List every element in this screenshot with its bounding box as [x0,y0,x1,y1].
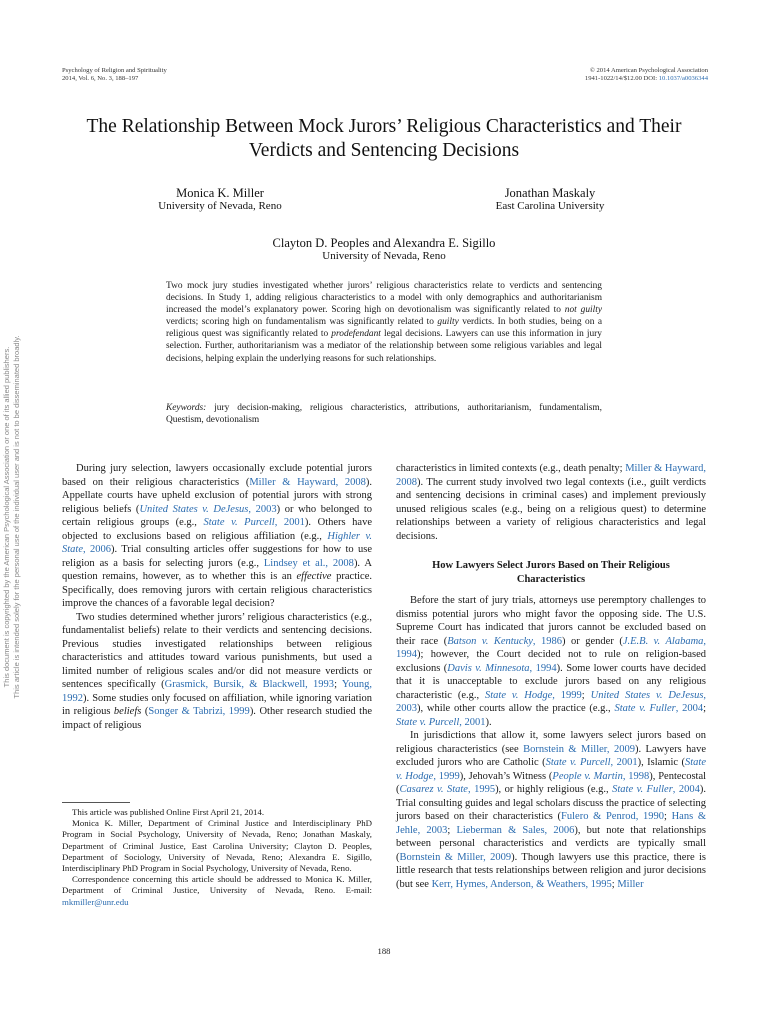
abstract-text: verdicts; scoring high on fundamentalism was significantly related to [166,317,438,328]
side-notice-line: This document is copyrighted by the American Psychological Association or one of its allied publishers. [2,346,11,688]
paragraph [396,594,706,729]
case-citation-link[interactable]: Batson v. Kentucky [447,635,533,647]
body-left-column [62,462,372,732]
body-text: ). [485,716,492,728]
case-citation-link[interactable]: State v. Purcell [545,757,611,768]
author-block-3 [184,236,584,262]
paragraph [62,611,372,733]
body-text: ), while other courts allow the practice (e.g., [417,703,615,714]
citation-link[interactable]: Kerr, Hymes, Anderson, & Weathers, 1995 [431,878,612,890]
body-text: ). Some lower courts have decided that it is unacceptable to exclude jurors based on any religious characteristic (e.g., [396,662,707,701]
body-text: ), or highly religious (e.g., [495,784,613,795]
body-text: ; [703,703,707,714]
citation-year-link[interactable]: 1999 [438,770,460,782]
body-text: ). Some studies only focused on affiliation, while ignoring variation in religious [62,692,372,717]
citation-year-link[interactable]: 2004 [682,703,704,714]
case-citation-link[interactable]: State v. Purcell [203,517,275,528]
citation-year-link[interactable]: 2003 [396,703,417,714]
citation-link[interactable]: Fulero & Penrod, 1990 [561,811,664,822]
footnote-correspondence [62,874,372,908]
body-text: ( [141,706,149,717]
case-citation-link[interactable]: State v. Hodge [396,757,706,782]
case-citation-link[interactable]: People v. Martin [552,770,623,782]
citation-year-link[interactable]: 1998 [628,770,650,782]
footnote-text: Correspondence concerning this article should be addressed to Monica K. Miller, Department of Criminal Justice, University of Nevada, Reno. E-mail: [62,874,372,896]
body-text: During jury selection, lawyers occasionally exclude potential jurors based on their religious characteristics ( [62,463,372,488]
citation-link[interactable]: Miller & Hayward, 2008 [396,463,706,488]
body-text: ; [447,824,457,836]
body-text: ). Others have objected to exclusions based on religious affiliation (e.g., [62,517,373,542]
citation-year-link[interactable]: 1986 [541,635,563,647]
doi-link[interactable]: 10.1037/a0036344 [658,75,708,82]
author-affiliation: University of Nevada, Reno [158,200,282,212]
citation-link[interactable]: Grasmick, Bursik, & Blackwell, 1993 [164,679,335,690]
abstract [166,280,602,365]
volume-line: 2014, Vol. 6, No. 3, 188–197 [62,75,139,82]
citation-year-link[interactable]: 2003 [255,503,277,515]
citation-sep: , [433,770,439,782]
author-name: Clayton D. Peoples and Alexandra E. Sigillo [272,236,496,250]
body-text: practice. Specifically, does removing jurors with certain religious characteristics improve the chances of a favorable legal decision? [62,571,372,609]
citation-year-link[interactable]: 2001 [616,757,638,768]
case-citation-link[interactable]: United States v. DeJesus [590,689,704,701]
body-text: ). Appellate courts have upheld exclusion of potential jurors with strong religious beliefs ( [62,476,373,515]
citation-link[interactable]: Young, 1992 [62,679,373,704]
article-title: The Relationship Between Mock Jurors’ Religious Characteristics and Their Verdicts and Sentencing Decisions [86,116,682,161]
abstract-emphasis: prodefendant [331,329,381,340]
side-notice-line: This article is intended solely for the personal use of the individual user and is not to be disseminated broadly. [12,335,21,699]
body-right-column [396,462,706,891]
body-text: ). Trial consulting guides and legal scholars discuss the practice of selecting jurors based on their characteristics ( [396,784,707,822]
case-citation-link[interactable]: Davis v. Minnesota [447,662,530,674]
citation-year-link[interactable]: 1999 [560,689,582,701]
case-citation-link[interactable]: Casarez v. State [399,784,468,795]
section-heading: How Lawyers Select Jurors Based on Their Religious Characteristics [432,560,670,585]
page-number: 188 [377,946,391,956]
abstract-text: verdicts. In both studies, being on a religious quest was significantly related to [166,317,602,340]
citation-link[interactable]: Bornstein & Miller, 2009 [399,851,512,863]
body-text: ). Other research studied the impact of religious [62,706,372,731]
body-text: ), but note that relationships between personal characteristics and verdicts are typically small ( [396,824,706,863]
case-citation-link[interactable]: J.E.B. v. Alabama [622,635,704,647]
footnote-published: This article was published Online First April 21, 2014. [72,807,265,817]
abstract-text: Two mock jury studies investigated whether jurors’ religious characteristics relate to verdicts and sentencing decisions. In Study 1, adding religious characteristics to a model with only demographics and authoritarianism increased the model’s explanatory power. Scoring high on devotionalism was significantly related to [166,281,602,316]
citation-year-link[interactable]: 2006 [90,544,111,555]
citation-link[interactable]: Hans & Jehle, 2003 [396,811,707,836]
body-text: ; [664,811,672,822]
body-text: ); however, the Court decided not to rule on religion-based exclusions ( [396,649,706,674]
body-text: ) or gender ( [562,635,623,647]
citation-sep: , [459,716,465,728]
citation-year-link[interactable]: 2004 [678,784,700,795]
author-block-2 [470,186,630,212]
body-text: characteristics in limited contexts (e.g., death penalty; [396,463,626,474]
body-text: ). Though lawyers use this practice, there is little research that tests relationships between religion and juror decisions (but see [396,851,706,890]
author-name: Monica K. Miller [176,186,264,200]
case-citation-link[interactable]: State v. Fuller [614,703,676,714]
copyright-header [585,67,708,83]
citation-link[interactable]: Songer & Tabrizi, 1999 [148,706,250,717]
keywords-text: jury decision-making, religious characteristics, attributions, authoritarianism, fundamentalism, Questism, devotionalism [166,403,602,426]
issn-text: 1941-1022/14/$12.00 DOI: [584,75,659,82]
citation-sep: , [467,784,475,795]
citation-sep: , [529,662,536,674]
emphasis-text: beliefs [113,706,142,717]
citation-link[interactable]: Miller [617,878,644,890]
footnote-affiliations: Monica K. Miller, Department of Criminal Justice and Interdisciplinary PhD Program in Social Psychology, University of Nevada, Reno; Jonathan Maskaly, Department of Criminal Justice, East Carolina University; Clayton D. Peoples, Department of Sociology, University of Nevada, Reno; Alexandra E. Sigillo, Interdisciplinary PhD Program in Social Psychology, University of Nevada, Reno. [62,818,372,874]
body-text: ) or who belonged to certain religious groups (e.g., [62,503,373,528]
body-text: ). Trial consulting articles offer suggestions for how to use religion as a basis for selecting jurors (e.g., [62,544,372,569]
side-copyright-notice [2,267,22,767]
citation-sep: , [622,770,629,782]
body-text: ; [581,689,591,701]
citation-sep: , [703,635,707,647]
body-text: ), Pentecostal ( [396,770,707,795]
body-text: Two studies determined whether jurors’ religious characteristics (e.g., fundamentalist beliefs) relate to their verdicts and sentencing decisions. Previous studies investigated relationships between religious characteristics and attitudes toward various punishments, but used a limited number of religious scales and/or did not measure verdicts or sentences specifically ( [62,611,372,690]
case-citation-link[interactable]: Highler v. State [62,530,372,555]
paragraph [396,462,706,543]
emphasis-text: effective [296,571,332,582]
paragraph [62,462,372,611]
abstract-text: legal decisions. Lawyers can use this information in jury selection. Further, authoritarianism was a mediator of the relationship between some religious variables and legal decisions, helping explain the underlying reasons for such relationships. [166,329,602,364]
footnotes [62,807,372,908]
body-text: ; [611,878,618,890]
citation-link[interactable]: Lindsey et al., 2008 [263,557,354,569]
body-text: In jurisdictions that allow it, some lawyers select jurors based on religious characteristics (see [396,730,706,755]
body-text: ), Jehovah’s Witness ( [459,770,553,782]
case-citation-link[interactable]: State v. Hodge [485,689,553,701]
author-block-1 [140,186,300,212]
case-citation-link[interactable]: State v. Fuller [612,784,673,795]
footnote-divider [62,802,130,803]
citation-year-link[interactable]: 1994 [396,649,417,660]
citation-sep: , [248,503,256,515]
case-citation-link[interactable]: United States v. DeJesus [139,503,249,515]
author-affiliation: East Carolina University [495,200,605,212]
body-text: ). Lawyers have excluded jurors who are Catholic ( [396,743,706,768]
citation-sep: , [703,689,707,701]
citation-sep: , [610,757,617,768]
citation-year-link[interactable]: 2001 [464,716,486,728]
body-text: ). A question remains, however, as to whether this is an [62,557,372,582]
citation-sep: , [672,784,679,795]
citation-year-link[interactable]: 1994 [535,662,557,674]
email-link[interactable]: mkmiller@unr.edu [62,896,129,907]
case-citation-link[interactable]: State v. Purcell [396,716,460,728]
author-name: Jonathan Maskaly [504,186,596,200]
body-text: Before the start of jury trials, attorneys use peremptory challenges to dismiss potential jurors who might favor the opposing side. The U.S. Supreme Court has indicated that jurors cannot be excluded based on their race ( [396,595,706,647]
body-text: ). The current study involved two legal contexts (i.e., guilt verdicts and sentencing decisions in criminal cases) and implement previously unused religious scales (e.g., being on a religious quest) to determine relationships between a variety of religious characteristics and legal decisions. [396,476,706,542]
paragraph [396,729,706,891]
issn-doi-line [585,75,708,83]
citation-sep: , [83,544,90,555]
body-text: ; [334,679,342,690]
abstract-emphasis: not guilty [564,305,602,316]
citation-link[interactable]: Bornstein & Miller, 2009 [523,743,635,755]
copyright-line: © 2014 American Psychological Association [589,67,708,74]
keywords [166,402,602,426]
citation-sep: , [274,517,284,528]
citation-sep: , [552,689,561,701]
body-text: ), Islamic ( [637,757,685,768]
citation-sep: , [532,635,542,647]
citation-year-link[interactable]: 1995 [474,784,496,795]
journal-name: Psychology of Religion and Spirituality [62,67,167,74]
journal-header [62,67,167,83]
keywords-label: Keywords: [166,403,207,413]
citation-sep: , [675,703,683,714]
abstract-emphasis: guilty [437,317,459,328]
author-affiliation: University of Nevada, Reno [322,250,446,262]
citation-link[interactable]: Lieberman & Sales, 2006 [456,824,575,836]
citation-year-link[interactable]: 2001 [283,517,305,528]
citation-link[interactable]: Miller & Hayward, 2008 [249,476,366,488]
